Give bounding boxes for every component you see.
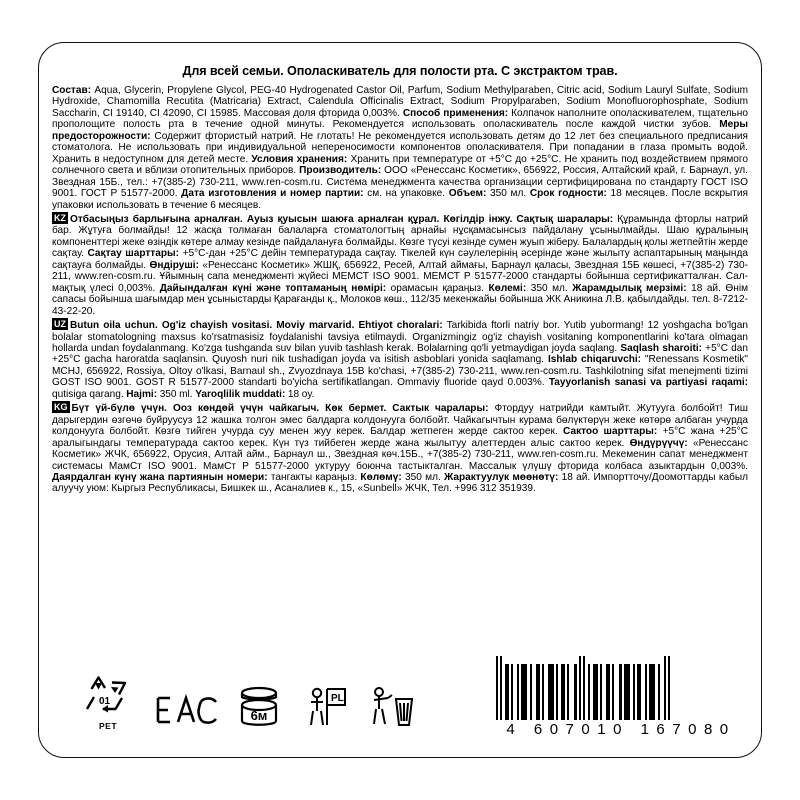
barcode-bars [496, 656, 744, 720]
section-kg [52, 401, 748, 495]
barcode-number: 4 607010 167080 [506, 721, 736, 738]
pet-recycling-icon [82, 676, 134, 734]
section-ru [52, 85, 748, 211]
barcode-area [496, 656, 744, 738]
label-footer [52, 630, 748, 742]
section-uz [52, 318, 748, 400]
tidyman-icon [368, 685, 416, 729]
leaflet-label: PL [331, 693, 344, 704]
pao-months: 6м [250, 708, 268, 723]
period-after-opening-icon [234, 685, 280, 734]
section-kz-text: Отбасыңыз барлығына арналған. Ауыз қуысын шаюға арналған құрал. Көгілдір інжу. Сақтық шаралары: Құрамында фторлы натрий бар. Жұтуға болмайды! 12 жасқа толмаған балаларға стоматологтың арнайы нұсқамасынсыз пайдалану ұсынылмайды. Шаю құралының компоненттері жеке өзіндік көтере алмау кезінде пайдалануға болмайды. Көзге түсуі кезінде сумен жуып жіберу. Балалардың қолы жетпейтін жерде сақтау. Сақтау шарттары: +5°С-дан +25°С дейін температурада сақтау. Тікелей күн сәулелерінің әсерінде және жылыту аспаптарының маңында сақтауға болмайды. Өндіруші: «Ренессанс Косметик» ЖШҚ, 656922, Ресей, Алтай аймағы, Барнаул қаласы, Звездная 15Б көшесі, +7(385-2) 730-211, www.ren-cosm.ru. Ұйымның сапа менеджменті жүйесі МЕМСТ ISO 9001. МЕМСТ Р 51577-2000 стандарты бойынша сертификатталған. Сал-мақтық үлесі 0,003%. Дайындалған күні және топтаманың нөмірі: орамасын қараңыз. Көлемі: 350 мл. Жарамдылық мерзімі: 18 ай. Өнім сапасы бойынша шағымдар мен ұсыныстарды Қарағанды қ., Молоков көш., 112/35 мекенжайы бойынша ЖК Аникина Л.В. қабылдайды. тел. 8-7212-43-22-20. [52, 213, 749, 317]
label-content [52, 58, 748, 742]
consult-leaflet-icon [300, 685, 350, 729]
section-uz-text: Butun oila uchun. Og'iz chayish vositasi. Moviy marvarid. Ehtiyot choralari: Tarkibida ftorli natriy bor. Yutib yubormang! 12 yoshgacha bo'lgan bolalar stomatologning maxsus ko'rsatmasisiz foydalanishi tavsiya etilmaydi. Organizmingiz og'iz chayish vositaning komponentlarini ko'tara olmagan hollarda undan foydalanmang. Ko'zga tushganda suv bilan yuvib tashlash kerak. Bolalarning qo'li yetmaydigan joyda saqlang. Saqlash sharoiti: +5°C dan +25°C gacha haroratda saqlansin. Quyosh nuri nik tushadigan joyda va isitish asboblari yonida saqlamang. Ishlab chiqaruvchi: "Renessans Kosmetik" MCHJ, 656922, Rossiya, Oltoy o'lkasi, Barnaul sh., Zvyozdnaya 15B ko'chasi, +7(385-2) 730-211, www.ren-cosm.ru. Tashkilotning sifat menejmenti tizimi GOST ISO 9001. GOST R 51577-2000 standarti bo'yicha sertifikatlangan. Ommaviy fluoride qayd 0.003%. Tayyorlanish sanasi va partiyasi raqami: qutisiga qarang. Hajmi: 350 ml. Yaroqlilik muddati: 18 oy. [52, 320, 748, 400]
eac-mark-icon [154, 691, 220, 729]
country-code-kg: KG [54, 402, 68, 413]
section-ru-text: Состав: Aqua, Glycerin, Propylene Glycol, PEG-40 Hydrogenated Castor Oil, Parfum, Sodium Methylparaben, Citric acid, Sodium Lauryl Sulfate, Sodium Hydroxide, Chamomilla Recutita (Matricaria) Extract, Calendula Officinalis Extract, Sodium Propylparaben, Sodium Monofluorophosphate, Sodium Saccharin, CI 19140, CI 42090, CI 15985. Массовая доля фторида 0,003%. Способ применения: Колпачок наполните ополаскивателем, тщательно прополощите полость рта в течение одной минуты. Рекомендуется использовать ополаскиватель после каждой чистки зубов. Меры предосторожности: Содержит фтористый натрий. Не глотать! Не рекомендуется использовать детям до 12 лет без специального предписания стоматолога. Не использовать при индивидуальной непереносимости компонентов ополаскивателя. При попадании в глаза промыть водой. Хранить в недоступном для детей месте. Условия хранения: Хранить при температуре от +5°С до +25°С. Не хранить под воздействием прямого солнечного света и вблизи отопительных приборов. Производитель: ООО «Ренессанс Косметик», 656922, Россия, Алтайский край, г. Барнаул, ул. Звездная 15Б., тел.: +7(385-2) 730-211, www.ren-cosm.ru. Система менеджмента качества организации сертифицирована по стандарту ГОСТ ISO 9001. ГОСТ Р 51577-2000. Дата изготовления и номер партии: см. на упаковке. Объем: 350 мл. Срок годности: 18 месяцев. После вскрытия упаковки использовать в течение 6 месяцев. [52, 85, 748, 211]
pictogram-row [82, 676, 412, 734]
country-code-kz: KZ [54, 212, 66, 223]
open-jar-icon [234, 685, 284, 729]
page-title: Для всей семьи. Ополаскиватель для полости рта. С экстрактом трав. [182, 64, 618, 78]
pet-label: PET [98, 721, 118, 731]
keep-clean-bin-icon [368, 685, 412, 734]
recycling-triangle-icon [82, 676, 128, 716]
country-code-uz: UZ [54, 319, 66, 330]
read-leaflet-icon [300, 685, 348, 734]
section-kz [52, 212, 748, 317]
pet-number: 01 [99, 696, 111, 707]
eac-conformity-icon [154, 691, 214, 734]
section-kg-text: Бүт үй-бүлө үчүн. Ооз көндөй үчүн чайкагыч. Көк бермет. Сактык чаралары: Фтордуу натрийди камтыйт. Жутууга болбойт! Тиш дарыгердин өзгөчө буйруусуз 12 жашка толгон эмес балдарга колдонууга болбойт. Чайкагычтын курама бөлүктөрүн жеке көтөрө албаган учурда колдонууга болбойт. Көзгө тийген учурда суу менен жуу керек. Балдар жетпеген жерде сактоо керек. Сактоо шарттары: +5°С жана +25°С аралыгындагы температурада сактоо керек. Күн түз тийбеген жерде жана жылытуу алеттерден алыс сактоо керек. Өндүрүүчү: «Ренессанс Косметик» ЖЧК, 656922, Орусия, Алтай айм., Барнаул ш., Звездная көч.15Б., +7(385-2) 730-211, www.ren-cosm.ru. Мекеменин сапат менеджмент системасы МамСт ISO 9001. МамСт Р 51577-2000 уктуруу боюнча тастыкталган. Массалык үлүшү фторида колбаса азыктардын 0,003%. Даярдалган күнү жана партиянын номери: тангакты караңыз. Көлөмү: 350 мл. Жарактуулук мөөнөтү: 18 ай. Импортточу/Доомоттарды кабыл алуучу уюм: Кыргыз Республикасы, Бишкек ш., Асаналиев к., 15, «Sunbell» ЖЧК, Тел. +996 312 351939. [52, 403, 749, 495]
